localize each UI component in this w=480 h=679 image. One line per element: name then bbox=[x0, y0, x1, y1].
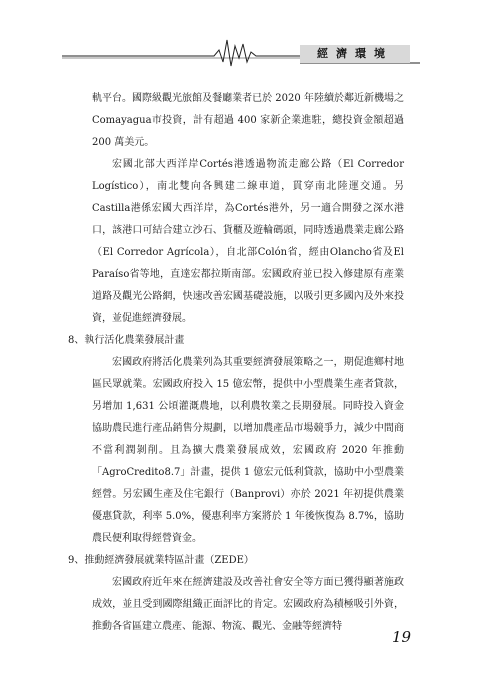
body-text bbox=[68, 88, 404, 638]
page-number: 19 bbox=[392, 628, 412, 646]
section-heading-9: 9、推動經濟發展就業特區計畫（ZEDE） bbox=[68, 555, 254, 566]
paragraph-zede: 宏國政府近年來在經濟建設及改善社會安全等方面已獲得顯著施政成效，並且受到國際組織正面評比的肯定。宏國政府為積極吸引外資，推動各省區建立農產、能源、物流、觀光、金融等經濟特 bbox=[92, 577, 404, 632]
section-label: 經濟環境 bbox=[300, 45, 410, 63]
page-header bbox=[0, 0, 480, 70]
paragraph-corridor: 宏國北部大西洋岸Cortés港透過物流走廊公路（El Corredor Logístico），南北雙向各興建二線車道，貫穿南北陸運交通。另Castilla港係宏國大西洋岸，為Cortés港外，另一適合開發之深水港口，該港口可結合建立沙石、貨櫃及遊輪碼頭，同時透過農業走廊公路（El Corredor Agrícola），自北部Colón省，經由Olancho省及El Paraíso省等地，直達宏都拉斯南部。宏國政府並已投入修建原有產業道路及觀光公路網，快速改善宏國基礎設施，以吸引更多國內及外來投資，並促進經濟發展。 bbox=[92, 159, 404, 324]
paragraph-continued: 軌平台。國際級觀光旅館及餐廳業者已於 2020 年陸續於鄰近新機場之Comayagua市投資，計有超過 400 家新企業進駐，總投資金額超過 200 萬美元。 bbox=[92, 93, 404, 148]
paragraph-agriculture: 宏國政府將活化農業列為其重要經濟發展策略之一，期促進鄉村地區民眾就業。宏國政府投入 15 億宏幣，提供中小型農業生產者貸款，另增加 1,631 公頃灌溉農地，以利農牧業之長期發展。同時投入資金協助農民進行產品銷售分規劃，以增加農產品市場競爭力，減少中間商不當利潤剝削。且為擴大農業發展成效，宏國政府 2020 年推動「AgroCredito8.7」計畫，提供 1 億宏元低利貸款，協助中小型農業經營。另宏國生產及住宅銀行（Banprovi）亦於 2021 年初提供農業優惠貸款，利率 5.0%，優惠利率方案將於 1 年後恢復為 8.7%，協助農民便利取得經營資金。 bbox=[92, 357, 404, 544]
section-heading-8: 8、執行活化農業發展計畫 bbox=[68, 335, 185, 346]
